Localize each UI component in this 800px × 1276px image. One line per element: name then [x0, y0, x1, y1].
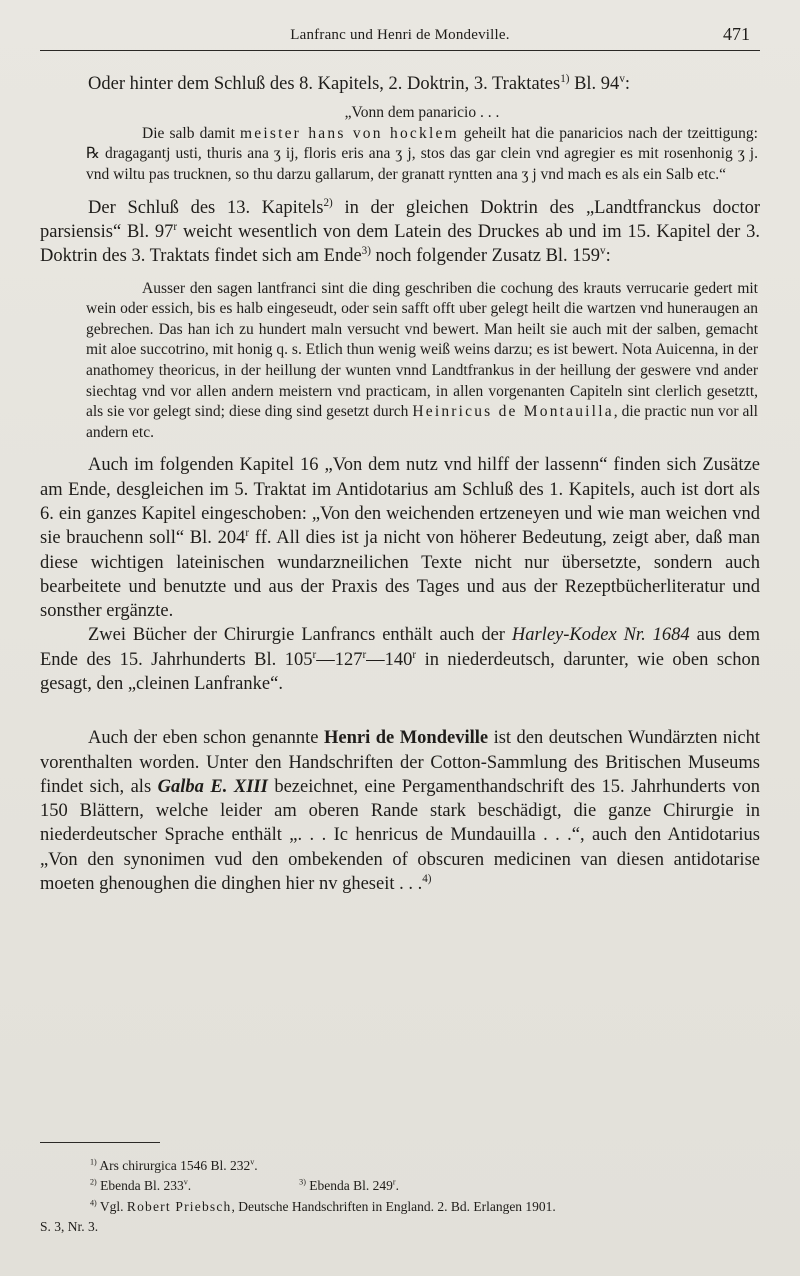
p2-c: weicht wesentlich von dem Latein des Druckes ab und im 15. Kapitel der 3. Doktrin des 3. Traktats findet sich am Ende — [40, 221, 760, 267]
p5-b: ist den deutschen Wundärzten nicht vorenthalten worden. Unter den Handschriften der Cotton-Sammlung des Britischen Museums findet sich, als — [40, 728, 760, 797]
p2-d: noch folgender Zusatz Bl. 159 — [370, 246, 601, 267]
paragraph-1 — [40, 72, 760, 96]
fn4-a: Vgl. — [96, 1198, 127, 1214]
quote-2-body — [86, 279, 758, 444]
paragraph-2 — [40, 196, 760, 269]
q2-pre: Ausser den sagen lantfranci sint die ding geschriben die cochung des krauts verrucarie gedert mit wein oder essich, bis es halb eingeseudt, oder sein safft offt uber gelegt heilt die wartzen vnd huneraugen an gebrechen. Das han ich zu hundert maln versucht vnd bewert. Man heilt sie auch mit der salben, gemacht mit aloe succotrino, mit honig q. s. Etlich thun wenig weiß weins darzu; es ist bewert. Nota Auicenna, in der anathomey theoricus, in der heillung der wunten vnnd Landtfrankus in der heillung der geswere vnd ander siechtag vnd vor allen andern meistern vnd practicam, in allen vorgenanten Capiteln sint clerlich gesetztt, als sie vor gelegt sind; diese ding sind gesetzt durch — [86, 279, 758, 421]
p4-s3: r — [412, 648, 417, 661]
q1-pre: Die salb damit — [142, 124, 240, 142]
quote-1-body — [86, 124, 758, 186]
q1-name: meister hans von hocklem — [240, 124, 459, 142]
fn1-sup: v — [250, 1157, 255, 1167]
p1-text: Oder hinter dem Schluß des 8. Kapitels, 2. Doktrin, 3. Traktates — [88, 74, 561, 94]
fn1-end: . — [254, 1158, 258, 1173]
p4-c: —127 — [316, 649, 363, 670]
fn4-author: Robert Priebsch — [126, 1198, 232, 1214]
running-title: Lanfranc und Henri de Mondeville. — [290, 27, 510, 43]
footnote-3 — [299, 1176, 399, 1196]
p5-a: Auch der eben schon genannte — [88, 728, 324, 749]
p3-b: ff. All dies ist ja nicht von höherer Bedeutung, zeigt aber, daß man diese wichtigen lateinischen wundarzneilichen Texte nicht nur übersetzte, sondern auch bearbeitete und benutzte und aus der Praxis des Tages und aus der Rezeptbücherliteratur und sonsther ergänzte. — [40, 528, 761, 622]
footnote-2 — [90, 1178, 191, 1193]
p4-d: —140 — [366, 649, 413, 670]
quote-lantfranci — [40, 279, 760, 444]
fn3-mark: 3) — [299, 1177, 306, 1187]
p4-e: in niederdeutsch, darunter, wie oben schon gesagt, den „cleinen Lanfranke“. — [40, 649, 760, 694]
footnote-rule — [40, 1142, 160, 1143]
main-text — [40, 72, 760, 896]
fn4-mark: 4) — [90, 1198, 97, 1208]
harley-kodex: Harley-Kodex Nr. 1684 — [511, 625, 690, 646]
p1-tail: Bl. 94 — [569, 74, 620, 94]
fn2-sup: v — [183, 1177, 188, 1187]
footnote-2-3 — [40, 1176, 760, 1196]
q2-post: , die practic nun vor all andern etc. — [86, 403, 758, 441]
fn2-end: . — [187, 1178, 192, 1194]
p4-a: Zwei Bücher der Chirurgie Lanfrancs enthält auch der — [88, 625, 512, 646]
header-rule — [40, 50, 760, 51]
paragraph-3 — [40, 453, 760, 623]
p4-s2: r — [362, 648, 367, 661]
fn1-mark: 1) — [90, 1157, 97, 1167]
fn4-b: , Deutsche Handschriften in England. 2. Bd. Erlangen 1901. — [231, 1198, 556, 1214]
fn3-end: . — [395, 1178, 399, 1194]
p5-c: bezeichnet, eine Pergamenthandschrift des 15. Jahrhunderts von 150 Blättern, welche leider am oberen Rande stark beschädigt, die ganze Chirurgie in niederdeutscher Sprache enthält „. . . Ic henricus de Mundauilla . . .“, auch den Antidotarius „Von den synonimen vud den ombekenden of obscuren medicinen van diesen antidotarise moeten ghenoughen die dinghen hier nv gheseit . . . — [40, 776, 760, 895]
galba-e-xiii: Galba E. XIII — [157, 776, 268, 797]
p1-end: : — [624, 74, 630, 94]
footnote-4-line-2: S. 3, Nr. 3. — [40, 1219, 99, 1235]
fn2-mark: 2) — [90, 1177, 97, 1187]
p3-a: Auch im folgenden Kapitel 16 „Von dem nutz vnd hilff der lassenn“ finden sich Zusätze am Ende, desgleichen im 5. Traktat im Antidotarius am Schluß des 1. Kapitels, auch ist dort als 6. ein ganzes Kapitel eingeschoben: „Von den weichenden ertzeneyen und wie man weichen vnd sie brauchenn soll“ Bl. 204 — [40, 455, 760, 549]
p1-folio-sup: v — [619, 72, 625, 85]
footnote-ref-4: 4) — [422, 872, 432, 885]
fn1-text: Ars chirurgica 1546 Bl. 232 — [96, 1158, 251, 1173]
footnote-ref-1: 1) — [560, 72, 570, 85]
fn3-text: Ebenda Bl. 249 — [305, 1178, 393, 1194]
fn3-sup: r — [392, 1177, 396, 1187]
p2-b: in der gleichen Doktrin des „Landtfranckus doctor parsiensis“ Bl. 97 — [40, 197, 760, 242]
footnote-1 — [40, 1156, 760, 1176]
fn2-text: Ebenda Bl. 233 — [96, 1178, 184, 1194]
p4-b: aus dem Ende des 15. Jahrhunderts Bl. 105 — [40, 625, 761, 670]
quote-heading: „Vonn dem panaricio . . . — [344, 104, 500, 122]
quote-panaricio — [40, 103, 760, 185]
paragraph-4 — [40, 623, 760, 696]
p2-sup-v: v — [600, 245, 606, 258]
page-number: 471 — [723, 24, 750, 44]
henri-de-mondeville: Henri de Mondeville — [323, 728, 489, 749]
q2-name: Heinricus de Montauilla — [412, 403, 614, 421]
footnote-ref-2: 2) — [323, 196, 333, 209]
footnote-4 — [40, 1197, 760, 1217]
p3-sup: r — [245, 527, 250, 540]
page-header — [40, 24, 760, 50]
p4-s1: r — [312, 648, 317, 661]
paragraph-5 — [40, 726, 760, 896]
q1-rest: geheilt hat die panaricios nach der tzeittigung: ℞ dragagantj usti, thuris ana ʒ ij, floris eris ana ʒ j, stos das gar clein vnd agregier es mit rosenhonig ʒ j. vnd wiltu pas trucknen, so thu darzu gallarum, der granatt ryntten ana ʒ j vnd mach es als ein Salb etc.“ — [86, 124, 758, 184]
p2-a: Der Schluß des 13. Kapitels — [88, 197, 324, 218]
footnote-ref-3: 3) — [361, 245, 371, 258]
footnotes — [40, 1156, 760, 1238]
p2-e: : — [605, 246, 611, 267]
p2-sup-r: r — [173, 220, 178, 233]
